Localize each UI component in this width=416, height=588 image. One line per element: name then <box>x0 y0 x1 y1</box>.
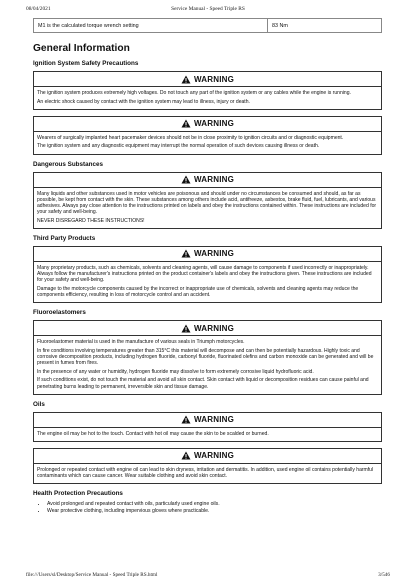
page-number: 3/546 <box>378 572 390 578</box>
subsection-heading: Fluoroelastomers <box>33 309 86 317</box>
health-heading: Health Protection Precautions <box>33 490 123 498</box>
warning-label: WARNING <box>193 74 235 84</box>
warning-header <box>34 413 381 428</box>
document-content <box>33 18 382 516</box>
warning-paragraph: Wearers of surgically implanted heart pacemaker devices should not be in close proximity to ignition circuits and or diagnostic equipment. <box>37 134 344 141</box>
warning-paragraph: The engine oil may be hot to the touch. Contact with hot oil may cause the skin to be scalded or burned. <box>37 430 269 437</box>
warning-triangle-icon <box>181 175 191 184</box>
warning-paragraph: An electric shock caused by contact with the ignition system may lead to illness, injury or death. <box>37 98 250 105</box>
warning-triangle-icon <box>181 119 191 128</box>
safety-blocks <box>33 60 382 484</box>
warning-header <box>34 173 381 188</box>
warning-header <box>34 72 381 87</box>
warning-paragraph: The ignition system produces extremely high voltages. Do not touch any part of the ignition system or any cables while the engine is running. <box>37 90 351 96</box>
warning-body <box>34 464 381 483</box>
file-path: file:///Users/sl/Desktop/Service Manual - Speed Triple RS.html <box>26 572 158 578</box>
warning-paragraph: In the presence of any water or humidity, hydrogen fluoride may dissolve to form extremely corrosive liquid hydrofluoric acid. <box>37 368 314 375</box>
warning-body <box>34 262 381 302</box>
warning-body <box>34 87 381 109</box>
warning-body <box>34 132 381 154</box>
warning-paragraph: NEVER DISREGARD THESE INSTRUCTIONS! <box>37 217 145 224</box>
subsection-heading: Oils <box>33 400 45 408</box>
warning-box <box>33 71 382 110</box>
warning-label: WARNING <box>193 249 235 259</box>
print-header <box>26 6 390 16</box>
warning-paragraph: Many proprietary products, such as chemicals, solvents and cleaning agents, will cause damage to components if used incorrectly or inappropriately. Always follow the manufacturer's instructions printed on the product container's labels and obey the instructions given. These instructions are included for your safety and well-being. <box>37 264 372 284</box>
warning-triangle-icon <box>181 75 191 84</box>
print-title: Service Manual - Speed Triple RS <box>171 6 245 12</box>
print-date: 08/04/2021 <box>26 6 51 12</box>
list-item: • Wear protective clothing, including impervious gloves where practicable. <box>47 508 382 515</box>
warning-paragraph: If such conditions exist, do not touch the material and avoid all skin contact. Skin contact with liquid or decomposition residues can cause painful and penetrating burns leading to permanent, irreversible skin and tissue damage. <box>37 377 369 390</box>
warning-triangle-icon <box>181 415 191 424</box>
warning-paragraph: In fire conditions involving temperatures greater than 315°C this material will decompose and can then be potentially hazardous. Highly toxic and corrosive decomposition products, including hydrogen fluoride, carbonyl fluoride, fluorinated olefins and carbon monoxide can be generated and will be present in fumes from fires. <box>37 347 374 367</box>
warning-paragraph: Fluoroelastomer material is used in the manufacture of various seals in Triumph motorcycles. <box>37 339 245 346</box>
warning-box <box>33 172 382 229</box>
warning-triangle-icon <box>181 249 191 258</box>
warning-paragraph: Many liquids and other substances used in motor vehicles are poisonous and should under no circumstances be consumed and should, as far as possible, be kept from contact with the skin. These substances among others include acid, antifreeze, asbestos, brake fluid, fuel, lubricants, and various adhesives. Always pay close attention to the instructions printed on labels and obey the instructions contained within. These instructions are included for your safety and well-being. <box>37 190 377 216</box>
subsection-heading: Ignition System Safety Precautions <box>33 60 139 67</box>
spec-table <box>33 18 382 33</box>
warning-box <box>33 116 382 155</box>
warning-body <box>34 188 381 228</box>
print-footer <box>26 572 390 582</box>
warning-paragraph: The ignition system and any diagnostic equipment may interrupt the normal operation of such devices causing illness or death. <box>37 143 320 150</box>
table-row <box>34 19 382 33</box>
subsection-heading: Dangerous Substances <box>33 160 103 168</box>
warning-label: WARNING <box>193 175 235 185</box>
warning-triangle-icon <box>181 451 191 460</box>
warning-box <box>33 448 382 484</box>
warning-paragraph: Damage to the motorcycle components caused by the incorrect or inappropriate use of chemicals, solvents and cleaning agents may reduce the components efficiency, resulting in loss of motorcycle control and an accident. <box>37 285 359 299</box>
warning-header <box>34 449 381 464</box>
section-title: General Information <box>33 43 130 54</box>
warning-paragraph: Prolonged or repeated contact with engine oil can lead to skin dryness, irritation and dermatitis. In addition, used engine oil contains potentially harmful contaminants which can cause cancer. Wear suitable clothing and avoid skin contact. <box>37 466 374 480</box>
warning-box <box>33 320 382 395</box>
warning-header <box>34 117 381 132</box>
warning-triangle-icon <box>181 324 191 333</box>
warning-body <box>34 336 381 394</box>
spec-value-cell: 83 Nm <box>268 19 382 33</box>
warning-box <box>33 412 382 442</box>
spec-label-cell: M1 is the calculated torque wrench setting <box>34 19 268 33</box>
warning-label: WARNING <box>193 451 235 461</box>
subsection-heading: Third Party Products <box>33 234 96 242</box>
warning-label: WARNING <box>193 119 235 129</box>
warning-header <box>34 321 381 336</box>
warning-header <box>34 247 381 262</box>
warning-label: WARNING <box>193 323 235 333</box>
warning-box <box>33 246 382 303</box>
warning-label: WARNING <box>193 415 235 425</box>
warning-body <box>34 428 381 441</box>
health-list <box>33 501 382 515</box>
list-item: • Avoid prolonged and repeated contact with oils, particularly used engine oils. <box>47 501 382 508</box>
